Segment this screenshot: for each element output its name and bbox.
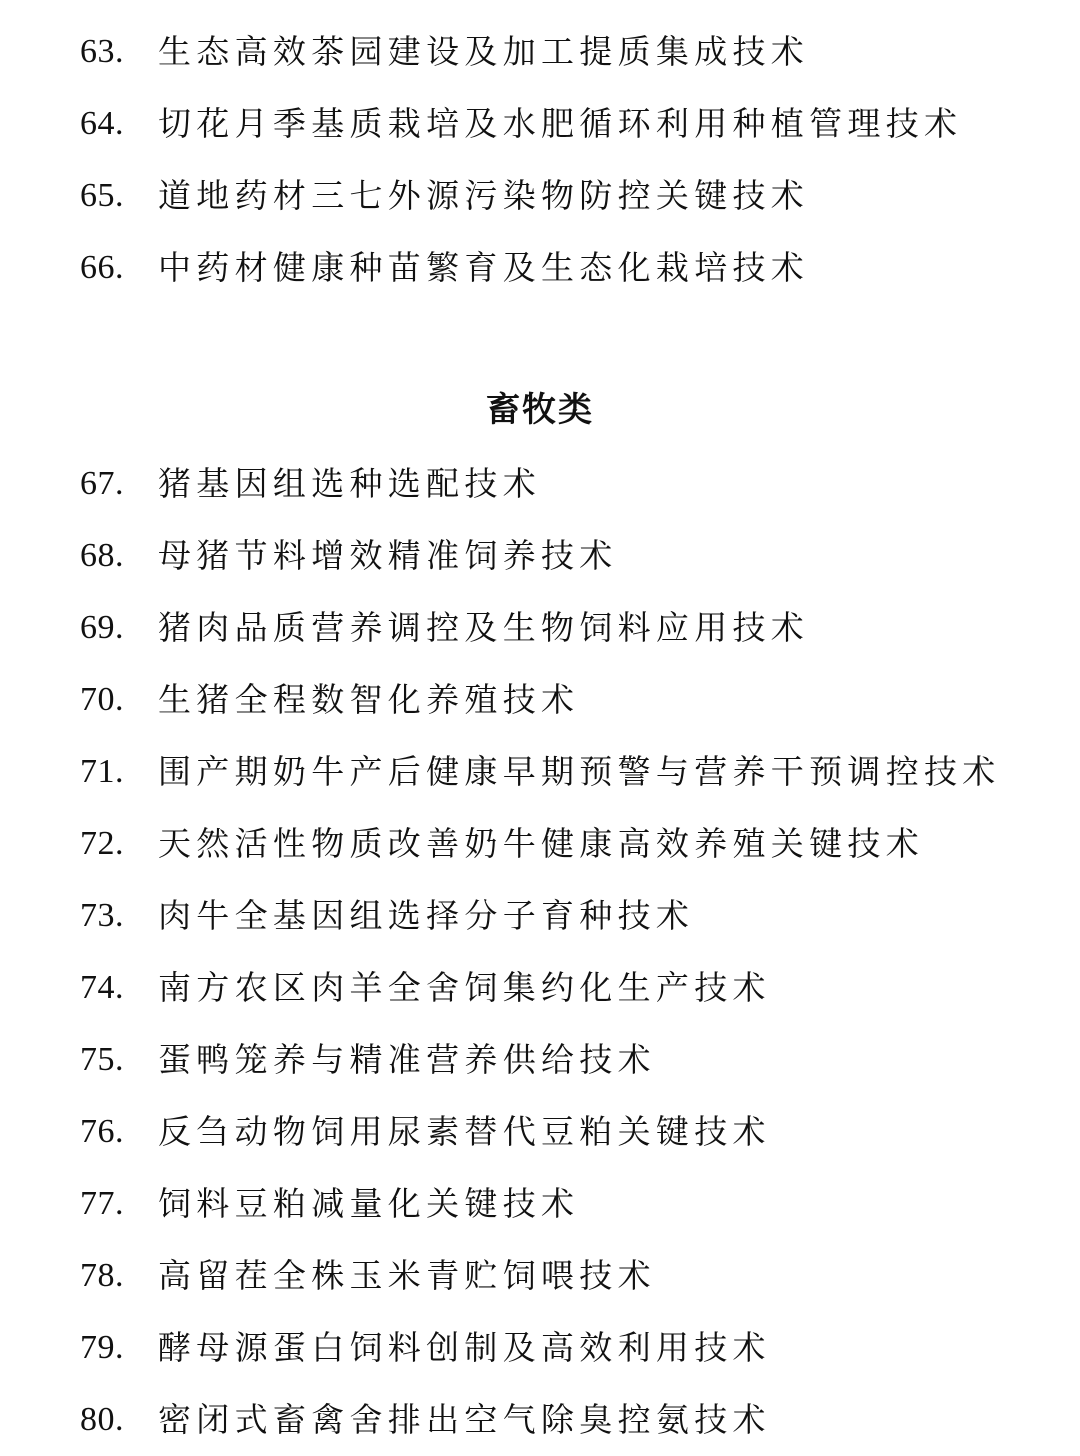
item-number: 73.: [80, 897, 124, 934]
item-number: 77.: [80, 1185, 124, 1222]
item-number: 74.: [80, 969, 124, 1006]
list-item: [0, 736, 1080, 808]
item-text: 蛋鸭笼养与精准营养供给技术: [158, 1040, 656, 1079]
list-item: [0, 88, 1080, 160]
item-text: 肉牛全基因组选择分子育种技术: [158, 896, 695, 935]
item-text: 中药材健康种苗繁育及生态化栽培技术: [158, 248, 810, 287]
item-text: 切花月季基质栽培及水肥循环利用种植管理技术: [158, 104, 963, 143]
list-item: [0, 1240, 1080, 1312]
item-number: 72.: [80, 825, 124, 862]
list-item: [0, 592, 1080, 664]
item-number: 70.: [80, 681, 124, 718]
item-text: 反刍动物饲用尿素替代豆粕关键技术: [158, 1112, 771, 1151]
list-item: [0, 1096, 1080, 1168]
list-item: [0, 880, 1080, 952]
list-item: [0, 808, 1080, 880]
item-text: 天然活性物质改善奶牛健康高效养殖关键技术: [158, 824, 924, 863]
item-text: 母猪节料增效精准饲养技术: [158, 536, 618, 575]
item-number: 79.: [80, 1329, 124, 1366]
item-text: 高留茬全株玉米青贮饲喂技术: [158, 1256, 656, 1295]
list-item: [0, 16, 1080, 88]
item-text: 道地药材三七外源污染物防控关键技术: [158, 176, 810, 215]
item-number: 67.: [80, 465, 124, 502]
item-text: 酵母源蛋白饲料创制及高效利用技术: [158, 1328, 771, 1367]
list-item: [0, 160, 1080, 232]
item-number: 63.: [80, 33, 124, 70]
list-item: [0, 1312, 1080, 1384]
item-number: 69.: [80, 609, 124, 646]
item-number: 75.: [80, 1041, 124, 1078]
list-item: [0, 1384, 1080, 1456]
item-text: 南方农区肉羊全舍饲集约化生产技术: [158, 968, 771, 1007]
item-number: 64.: [80, 105, 124, 142]
list-item: [0, 1024, 1080, 1096]
list-item: [0, 1168, 1080, 1240]
item-text: 生猪全程数智化养殖技术: [158, 680, 580, 719]
list-item: [0, 232, 1080, 304]
list-item: [0, 952, 1080, 1024]
item-text: 密闭式畜禽舍排出空气除臭控氨技术: [158, 1400, 771, 1439]
item-number: 65.: [80, 177, 124, 214]
section-heading: 畜牧类: [486, 390, 594, 430]
item-number: 71.: [80, 753, 124, 790]
item-number: 78.: [80, 1257, 124, 1294]
item-number: 80.: [80, 1401, 124, 1438]
item-number: 76.: [80, 1113, 124, 1150]
item-number: 66.: [80, 249, 124, 286]
item-text: 猪基因组选种选配技术: [158, 464, 541, 503]
list-item: [0, 448, 1080, 520]
item-text: 猪肉品质营养调控及生物饲料应用技术: [158, 608, 810, 647]
item-number: 68.: [80, 537, 124, 574]
item-text: 饲料豆粕减量化关键技术: [158, 1184, 580, 1223]
item-text: 围产期奶牛产后健康早期预警与营养干预调控技术: [158, 752, 1001, 791]
item-text: 生态高效茶园建设及加工提质集成技术: [158, 32, 810, 71]
list-item: [0, 664, 1080, 736]
list-item: [0, 520, 1080, 592]
